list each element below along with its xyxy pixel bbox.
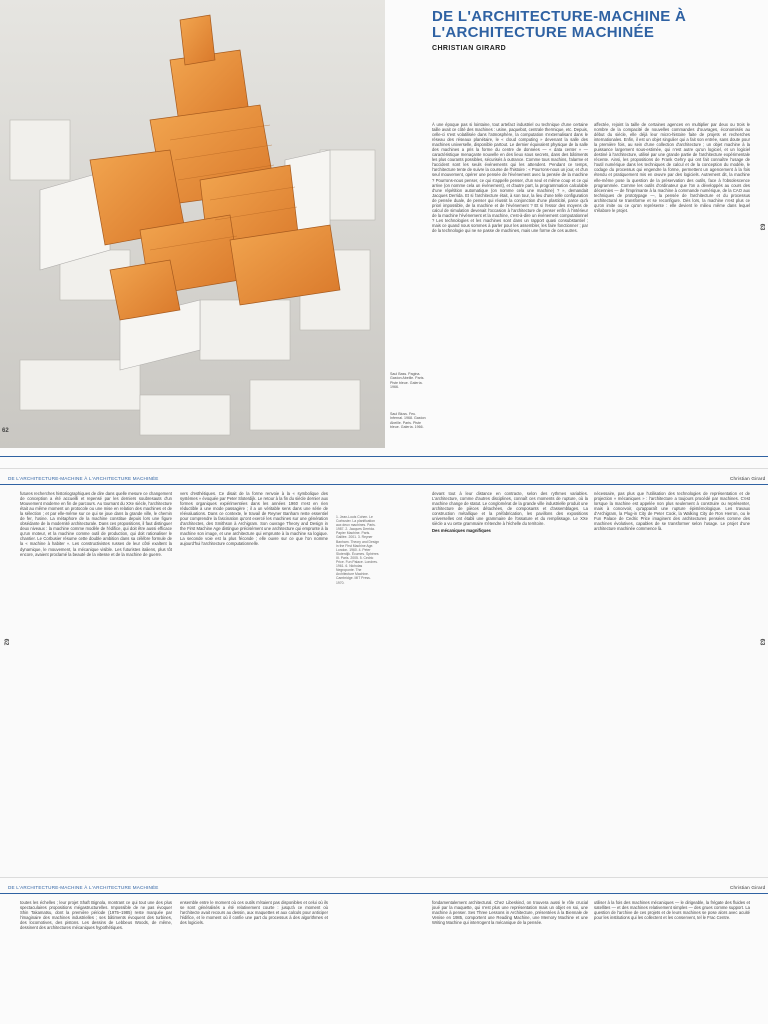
article-author: CHRISTIAN GIRARD xyxy=(432,45,507,52)
orange-model-illustration xyxy=(0,0,385,448)
spread-bottom xyxy=(0,878,768,1024)
running-head-left: DE L'ARCHITECTURE-MACHINE À L'ARCHITECTURE MACHINÉE xyxy=(8,476,159,481)
section-heading: Des mécaniques magnifiques xyxy=(432,528,491,534)
body-column-2: affectée, rejoint la taille de certaines agences en multiplier par deux ou trois le nombre de la compacité de nouvelles commandes d'ouvrages, économisés au début du siècle, elle déjà leur micro-histoire faite de projets et recherches internationales. Enfin, il est un objet singulier qui a fait son entrée, sans doute pour la première fois, au sein d'une collection d'architecture ; un objet machine à la puissance largement sous-estimée, qui n'est autre qu'un logiciel, et un logiciel destiné à l'architecture, utilisé par une grande partie de l'architecture expérimentale récente. Ainsi, les propositions de Frank Gehry qui ont fait connaître l'usage de l'outil numérique dans les techniques de calcul et de la conception du modèle, le codage du processus qui engendre la forme, permettent un agencement à la fois étendu et pratiquement mis en œuvre par des logiciels. Autrement dit, la machine elle-même pose la question de la préservation des outils, face à l'obsolescence programmée. Comme les outils d'ordinateur que l'on a développés au cours des décennies — de l'imprimante à la machine à commande numérique, de la CAO aux techniques de prototypage —, la pensée de l'architecture et du processus architectural se transforme et se reconfigure. Dès lors, la machine n'est plus ce qu'on imite ou ce qu'on représente : elle devient le milieu même dans lequel s'élabore le projet. xyxy=(594,122,750,213)
page-number-left: 62 xyxy=(2,638,9,646)
body-column-2: vers d'esthétiques. Ce disait de la forme renvoie à la « symbolique des systèmes » évoquée par Peter Sloterdijk. Le retour à la fin du siècle dernier aux formes organiques expérimentées dans les années 1960 n'est en rien réductible à une mode passagère ; il a un véritable sens dans une série de réévaluations. Dans ce contexte, le travail de Reyner Banham reste essentiel pour comprendre la fascination qu'ont exercé les machines sur une génération d'architectes, des Smithson à Archigram. Son ouvrage Theory and Design in the First Machine Age distingue précisément une architecture qui emprunte à la machine son image, et une architecture qui emprunte à la machine sa logique. La seconde voie est la plus féconde ; elle ouvre sur ce que l'on nomme aujourd'hui l'architecture computationnelle. xyxy=(180,491,328,547)
running-head-right: Christian Girard xyxy=(730,476,766,481)
running-head-right: Christian Girard xyxy=(730,885,766,890)
page-number-left: 62 xyxy=(2,428,9,434)
body-column-3: fondamentalement architectural. Chez Libeskind, on trouvera aussi le rôle crucial joué par la maquette, qui n'est plus une représentation mais un objet en soi, une machine à penser. Ses Three Lessons in Architecture, présentées à la Biennale de Venise en 1985, comportent une Reading Machine, une Memory Machine et une Writing Machine qui interrogent la mécanique de la pensée. xyxy=(432,900,588,926)
spread-middle xyxy=(0,469,768,877)
header-rule xyxy=(0,484,768,485)
body-column-4: nécessaire, pas plus que l'utilisation des technologies de représentation et de projection « mécaniques » : l'architecture a toujours procédé par machines. C'est lorsque la machine est appelée non plus seulement à construire ou représenter, mais à concevoir, qu'apparaît une rupture épistémologique. Les travaux d'Archigram, la Plug-in City de Peter Cook, la Walking City de Ron Herron, ou le Fun Palace de Cedric Price imaginent des architectures pensées comme des machines évolutives, capables de se transformer selon l'usage. Le projet d'une architecture machinée commence là. xyxy=(594,491,750,532)
body-column-1: futures recherches historiographiques de dire dans quelle mesure ce changement de conception a été accueilli et repensé par les derniers soubresauts d'un Mouvement moderne en fin de parcours. Au tournant du XXe siècle, l'architecture était au même moment un protocole ou une mise en relation des machines et de la sélection ; et par elle-même sur ce qui se joue dans la grande ville, le chemin de fer, l'usine. La métaphore de la machine constitue depuis lors une figure obsédante de la modernité architecturale. Dans ces propositions, il faut distinguer deux niveaux : la machine comme modèle de l'édifice, qui doit être aussi efficace qu'un moteur, et la machine comme outil de production, qui doit rationaliser le chantier. Le Corbusier résume cette double ambition dans sa célèbre formule de la « machine à habiter ». Les constructivistes russes de leur côté exaltent la dynamique, le mouvement, la mécanique visible. Les futuristes italiens, plus tôt encore, avaient proclamé la beauté de la vitesse et de la machine de guerre. xyxy=(20,491,172,557)
body-column-3 xyxy=(432,491,588,871)
footer-rule xyxy=(0,456,768,457)
page-number-right: 63 xyxy=(758,638,765,646)
body-column-2: ensemble entre le moment où ces outils n'étaient pas disponibles et celui où ils se sont généralisés a été relativement courte : jusqu'à ce moment où l'architecte avait recours au dessin, aux maquettes et aux calculs pour anticiper l'édifice, et le moment où il confie une part du processus à des algorithmes et des logiciels. xyxy=(180,900,328,926)
photo-caption-bottom: Saul Bluss. Feu. Infernal. 1968. Gaston Abeille. Paris. Piste bleue. Galería. 1966. xyxy=(390,412,426,430)
body-column-1: À une époque pas si lointaine, tout artefact industriel ou technique d'une certaine taille avait ce côté des machines : usine, paquebot, centrale thermique, etc. Depuis, celle-ci s'est volatilisée dans l'atmosphère, la computation s'externalisant dans le réseau des réseaux planétaire, le « cloud computing » devenant la salle des machines universelle, disponible partout. Le dernier équivalent physique de la salle des machines a pris la forme du centre de données — « data center » — caractéristique menaçante nouvelle en des lieux sous secrets, dans des bâtiments les plus courants possibles, sécurisés à outrance. Comme tous machins, l'alarme et l'accident sont les seuls événements qui les attendent. Pendant ce temps, l'architecture tente de suivre la course de l'histoire : « Pourrons-nous un jour, et d'un seul mouvement, opérer une pensée de l'événement avec la pensée de la machine ? Pourrons-nous penser, ce qui s'appelle penser, d'un seul et même coup et ce qui arrive (on nomme cela un événement), et d'autre part, la programmation calculable d'une répétition automatique (on nomme cela une machine) ? », demandait Jacques Derrida. Et si l'architecture était, à son tour, la lieu d'une telle configuration de pensée duale, de penser qui réussit la conjonction d'une plasticité, parce qu'à priori impossible, de la machine et de l'événement ? Et si l'essor des moyens de calcul de simulation devenait l'occasion à l'architecture de penser enfin à l'intérieur de la machine l'événement et la machine, c'est-à-dire un événement computationnel ? Les technologies et les machines sont dans un rapport quasi consubstantiel ; mais ce quand nous sommes à parler pour les assembler, les faire fonctionner ; par de la technologie qui ne se passe de machines, mais une forme de ces autres. xyxy=(432,122,588,233)
footnotes-column: 1. Jean-Louis Cohen. Le Corbusier. La planification aux deux machines. Paris. 1987. 2. Jacques Derrida. Papier Machine. Paris. Galilée. 2001. 3. Reyner Banham. Theory and Design in the First Machine Age. London. 1960. 4. Peter Sloterdijk. Écumes. Sphères III. Paris. 2005. 5. Cedric Price. Fun Palace. Londres. 1961. 6. Nicholas Negroponte. The Architecture Machine. Cambridge. MIT Press. 1970. xyxy=(336,515,380,585)
article-title: DE L'ARCHITECTURE-MACHINE À L'ARCHITECTURE MACHINÉE xyxy=(432,8,687,41)
body-column-1: toutes les échelles ; leur projet Shaft Bignola, montrant ce qui tout une des plus spectaculaires propositions mégastructurelles. Impossible de ne pas évoquer Shin Takamatsu, dont la première période (1975–1985) reste marquée par l'imaginaire des machines industrielles ; ses bâtiments évoquent des turbines, des locomotives, des pistons. Les dessins de Lebbeus Woods, de même, dessinent des architectures mécaniques hypothétiques. xyxy=(20,900,172,931)
photo-caption-small: Saul Bass. Pagina. Gaston Abeille. Paris. Piste bleue. Galería. 1966. xyxy=(390,372,425,390)
body-column-4: utiliser à la fois des machines mécaniques — le dirigeable, la frégate des fluides et satellites — et des machines relativement simples — des grues comme support. La question de l'archive de ces projets et de leurs machines se pose alors avec acuité pour les institutions qui les collectent et les conservent, tel le Frac Centre. xyxy=(594,900,750,921)
header-rule xyxy=(0,893,768,894)
spread-top xyxy=(0,0,768,468)
page-number-right: 63 xyxy=(758,223,765,231)
architecture-model-photo xyxy=(0,0,385,448)
body-column-3-text: devant tout à leur distance en contracte, selon des rythmes variables. L'architecture, comme d'autres disciplines, connaît ces moments de rupture, où la machine change de statut. Le conglomérat de la grande ville industrielle produit une architecture de pièces détachées, de composants et d'assemblages. La construction métallique et la préfabrication, les pavillons des expositions universelles ont établi une grammaire de l'ossature et du remplissage. Le XXe siècle a vu cette grammaire s'étendre à l'échelle du territoire. xyxy=(432,491,588,527)
running-head-left: DE L'ARCHITECTURE-MACHINE À L'ARCHITECTURE MACHINÉE xyxy=(8,885,159,890)
